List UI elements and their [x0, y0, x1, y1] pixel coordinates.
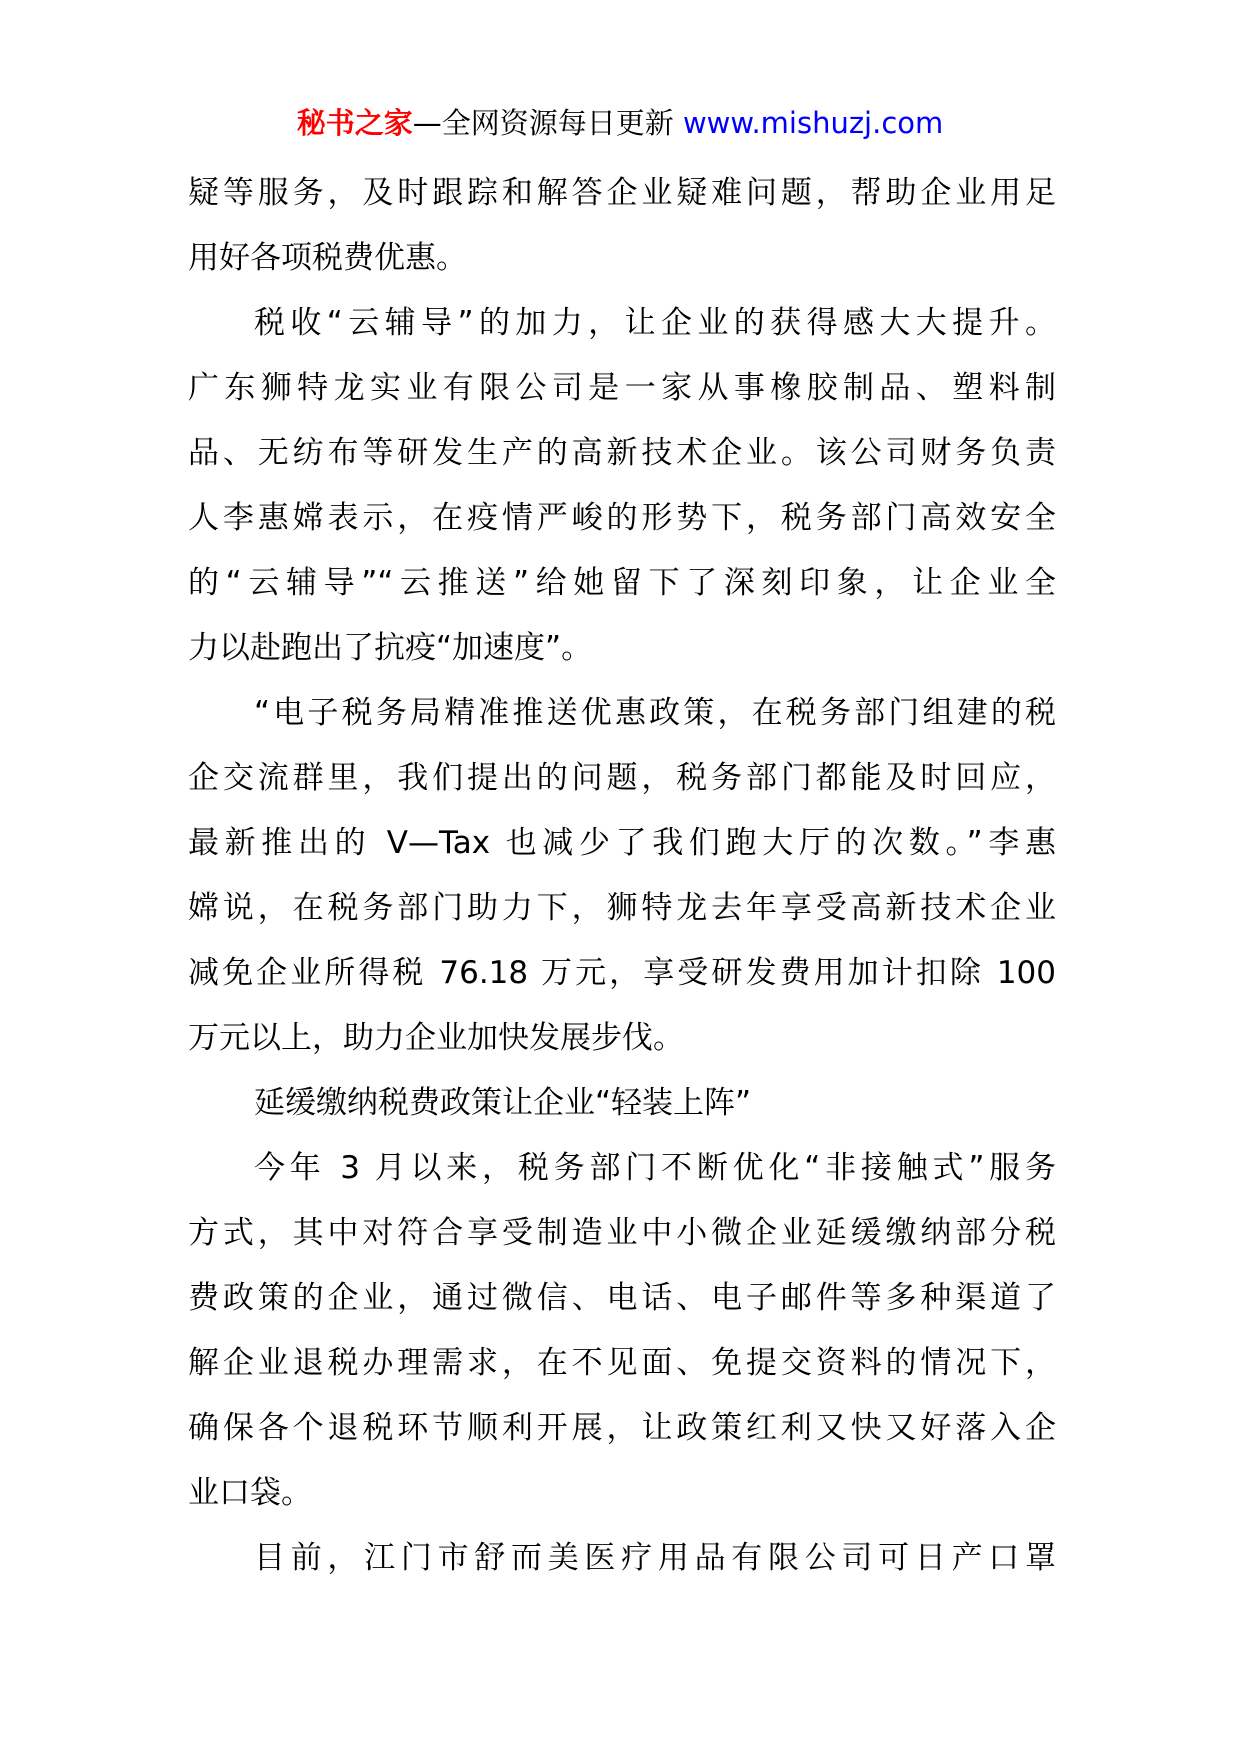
document-body [188, 161, 1056, 1591]
text-line: 疑等服务，及时跟踪和解答企业疑难问题，帮助企业用足 [188, 175, 1056, 211]
text-line: 税收“云辅导”的加力，让企业的获得感大大提升。 [254, 305, 1056, 341]
text-line: 确保各个退税环节顺利开展，让政策红利又快又好落入企 [188, 1410, 1056, 1446]
brand-name: 秘书之家 [296, 106, 413, 140]
text-line: 嫦说，在税务部门助力下，狮特龙去年享受高新技术企业 [188, 890, 1056, 926]
text-line: 今年 3 月以来，税务部门不断优化“非接触式”服务 [254, 1150, 1056, 1186]
text-line: 品、无纺布等研发生产的高新技术企业。该公司财务负责 [188, 435, 1056, 471]
text-line: 目前，江门市舒而美医疗用品有限公司可日产口罩 [254, 1540, 1056, 1576]
text-line: 费政策的企业，通过微信、电话、电子邮件等多种渠道了 [188, 1280, 1056, 1316]
text-line: 业口袋。 [188, 1475, 312, 1511]
text-line: “电子税务局精准推送优惠政策，在税务部门组建的税 [254, 695, 1056, 731]
text-line: 企交流群里，我们提出的问题，税务部门都能及时回应， [188, 760, 1056, 796]
section-heading: 延缓缴纳税费政策让企业“轻装上阵” [254, 1085, 752, 1121]
text-line: 广东狮特龙实业有限公司是一家从事橡胶制品、塑料制 [188, 370, 1056, 406]
text-line: 方式，其中对符合享受制造业中小微企业延缓缴纳部分税 [188, 1215, 1056, 1251]
site-header [0, 103, 1240, 143]
text-line: 的“云辅导”“云推送”给她留下了深刻印象，让企业全 [188, 565, 1056, 601]
text-line: 万元以上，助力企业加快发展步伐。 [188, 1020, 684, 1056]
text-line: 解企业退税办理需求，在不见面、免提交资料的情况下， [188, 1345, 1056, 1381]
text-line: 减免企业所得税 76.18 万元，享受研发费用加计扣除 100 [188, 955, 1056, 991]
text-line: 力以赴跑出了抗疫“加速度”。 [188, 630, 593, 666]
text-line: 最新推出的 V—Tax 也减少了我们跑大厅的次数。”李惠 [188, 825, 1056, 861]
site-url-link[interactable]: www.mishuzj.com [682, 106, 944, 140]
text-line: 用好各项税费优惠。 [188, 240, 467, 276]
text-line: 人李惠嫦表示，在疫情严峻的形势下，税务部门高效安全 [188, 500, 1056, 536]
header-tagline: —全网资源每日更新 [412, 106, 674, 140]
